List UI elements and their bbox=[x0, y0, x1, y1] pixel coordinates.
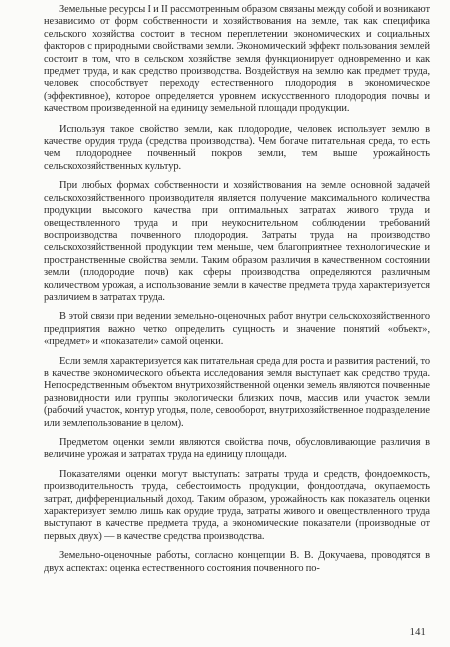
paragraph-4: В этой связи при ведении земельно-оценочных работ внутри сельскохозяйственного предприятия важно четко определить сущность и значение понятий «объект», «предмет» и «показатели» самой оценки. bbox=[44, 311, 430, 348]
paragraph-8: Земельно-оценочные работы, согласно концепции В. В. Докучаева, проводятся в двух аспектах: оценка естественного состояния почвенного по- bbox=[44, 550, 430, 574]
paragraph-5: Если земля характеризуется как питательная среда для роста и развития растений, то в качестве экономического объекта исследования земля выступает как средство труда. Непосредственным объектом внутрихозяйственной оценки земель являются почвенные разновидности или группы экологически близких почв, массив или участок земли (рабочий участок, контур угодья, поле, севооборот, внутрихозяйственное подразделение или землепользование в целом). bbox=[44, 355, 430, 429]
page-number: 141 bbox=[409, 626, 426, 638]
paragraph-7: Показателями оценки могут выступать: затраты труда и средств, фондоемкость, производительность труда, себестоимость продукции, фондоотдача, окупаемость затрат, дифференциальный доход. Таким образом, урожайность как показатель оценки характеризует землю лишь как орудие труда, затраты живого и овеществленного труда выступают в качестве предмета труда, а экономические показатели (производные от первых двух) — в качестве средства производства. bbox=[44, 468, 430, 542]
paragraph-2: Используя такое свойство земли, как плодородие, человек использует землю в качестве орудия труда (средства производства). Чем богаче питательная среда, то есть чем плодороднее почвенный покров земли, тем выше урожайность сельскохозяйственных культур. bbox=[44, 123, 430, 172]
paragraph-1: Земельные ресурсы I и II рассмотренным образом связаны между собой и возникают независимо от форм собственности и хозяйствования на земле, так как специфика сельского хозяйства состоит в тесном переплетении экономических и социальных факторов с природными свойствами земли. Экономический эффект пользования землей состоит в том, что в сельском хозяйстве земля функционирует одновременно и как предмет труда, и как средство производства. Воздействуя на землю как предмет труда, человек способствует переходу естественного плодородия в экономическое (эффективное), которое определяется уровнем искусственного плодородия почвы и качеством произведенной на единицу земельной площади продукции. bbox=[44, 4, 430, 115]
paragraph-3: При любых формах собственности и хозяйствования на земле основной задачей сельскохозяйственного производителя является получение максимального количества продукции высокого качества при оптимальных затратах живого труда и овеществленного труда и при неукоснительном соблюдении требований воспроизводства почвенного плодородия. Затраты труда на производство сельскохозяйственной продукции тем меньше, чем благоприятнее технологические и пространственные свойства земли. Таким образом различия в качественном состоянии земли (плодородие почв) как сферы производства определяются различным количеством урожая, а использование земли в качестве предмета труда характеризуется различием в затратах труда. bbox=[44, 180, 430, 303]
paragraph-6: Предметом оценки земли являются свойства почв, обусловливающие различия в величине урожая и затратах труда на единицу площади. bbox=[44, 437, 430, 461]
